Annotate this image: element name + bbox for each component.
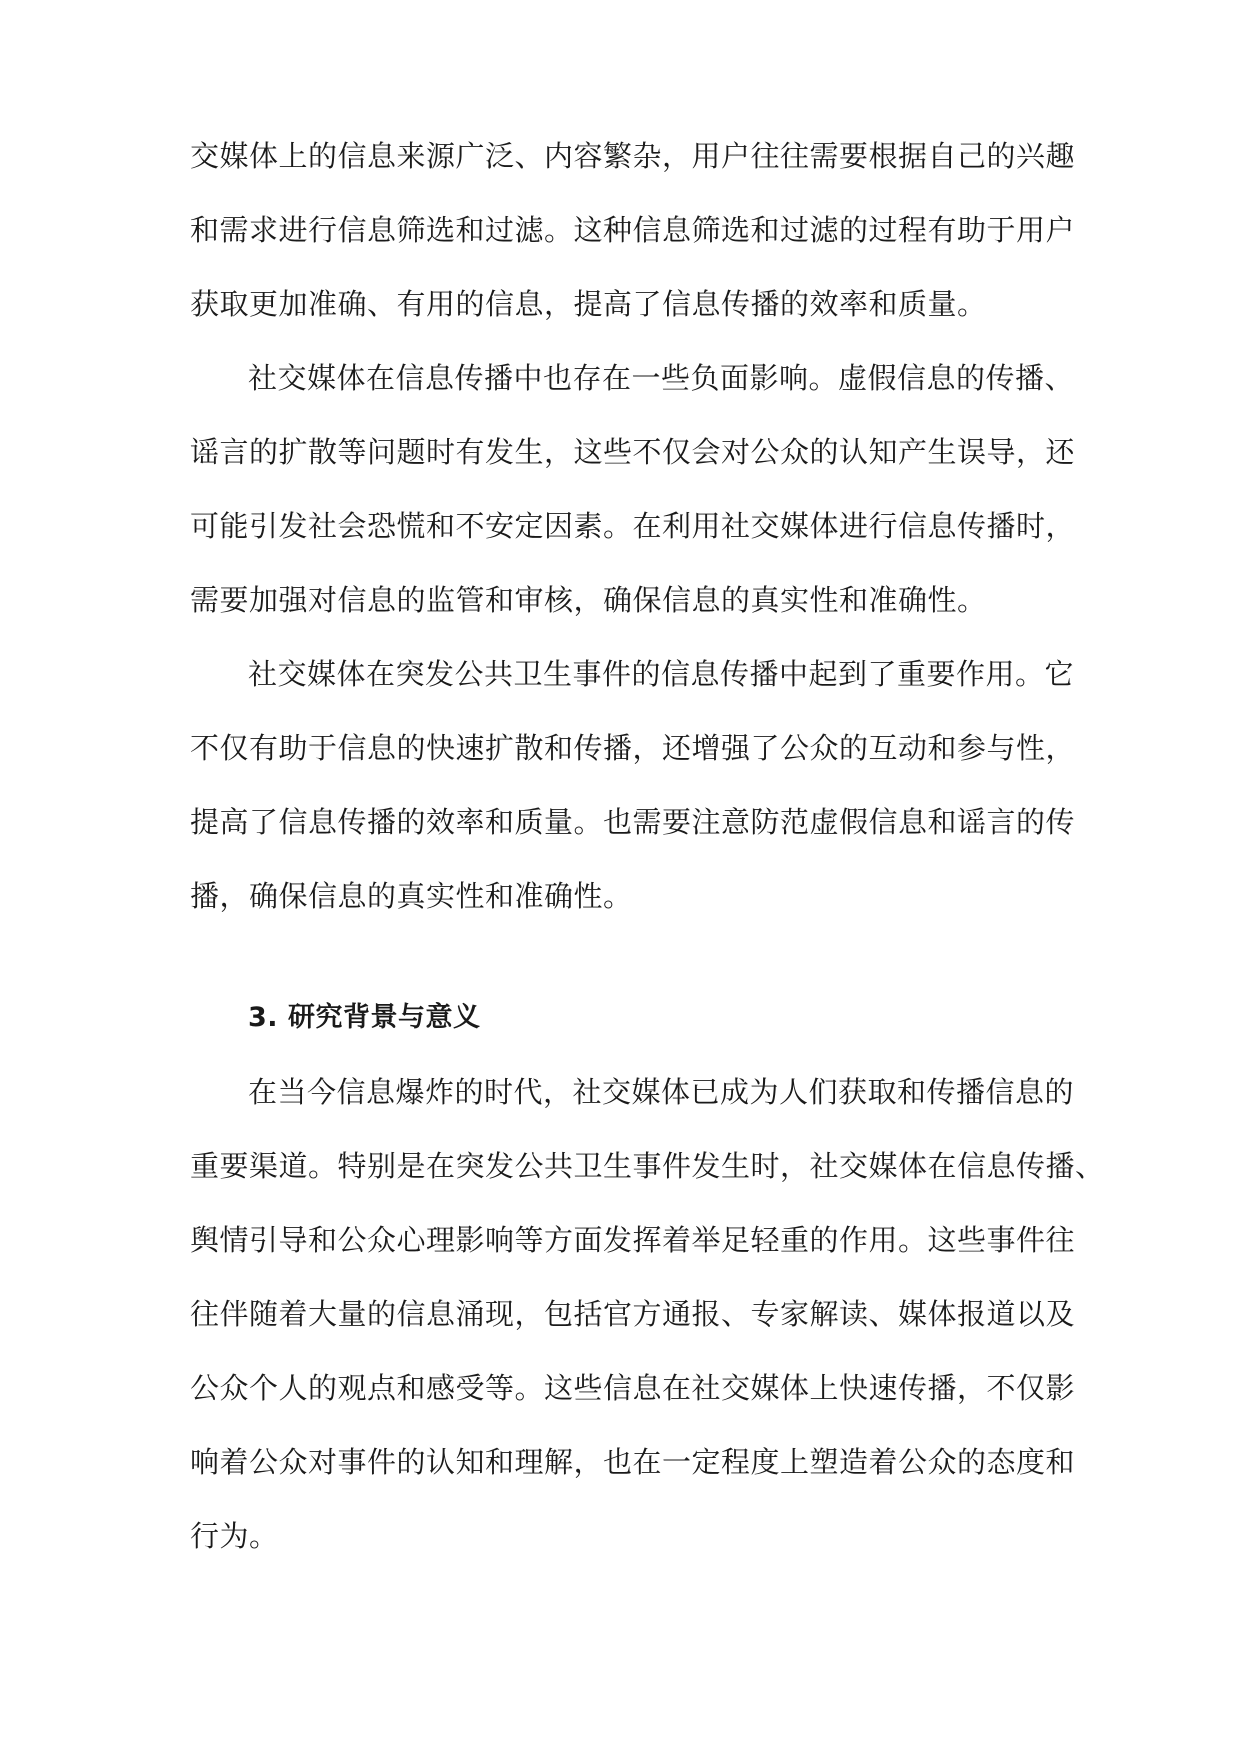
section-paragraph-line-3: 舆情引导和公众心理影响等方面发挥着举足轻重的作用。这些事件往: [190, 1223, 1076, 1257]
section-heading: 3. 研究背景与意义: [248, 1002, 481, 1033]
paragraph-2-line-3: 可能引发社会恐慌和不安定因素。在利用社交媒体进行信息传播时，: [190, 509, 1076, 543]
paragraph-3-line-3: 提高了信息传播的效率和质量。也需要注意防范虚假信息和谣言的传: [190, 805, 1076, 839]
paragraph-3-line-4: 播，确保信息的真实性和准确性。: [190, 879, 633, 913]
section-paragraph-line-2: 重要渠道。特别是在突发公共卫生事件发生时，社交媒体在信息传播、: [190, 1149, 1105, 1183]
section-paragraph-line-1: 在当今信息爆炸的时代，社交媒体已成为人们获取和传播信息的: [248, 1075, 1075, 1109]
paragraph-1-line-2: 和需求进行信息筛选和过滤。这种信息筛选和过滤的过程有助于用户: [190, 213, 1076, 247]
section-paragraph-line-6: 响着公众对事件的认知和理解，也在一定程度上塑造着公众的态度和: [190, 1445, 1076, 1479]
section-paragraph-line-5: 公众个人的观点和感受等。这些信息在社交媒体上快速传播，不仅影: [190, 1371, 1076, 1405]
paragraph-2-line-2: 谣言的扩散等问题时有发生，这些不仅会对公众的认知产生误导，还: [190, 435, 1076, 469]
paragraph-2-line-1: 社交媒体在信息传播中也存在一些负面影响。虚假信息的传播、: [248, 361, 1075, 395]
paragraph-1-line-3: 获取更加准确、有用的信息，提高了信息传播的效率和质量。: [190, 287, 987, 321]
paragraph-2-line-4: 需要加强对信息的监管和审核，确保信息的真实性和准确性。: [190, 583, 987, 617]
paragraph-3-line-1: 社交媒体在突发公共卫生事件的信息传播中起到了重要作用。它: [248, 657, 1075, 691]
paragraph-3-line-2: 不仅有助于信息的快速扩散和传播，还增强了公众的互动和参与性，: [190, 731, 1076, 765]
section-paragraph-line-7: 行为。: [190, 1519, 279, 1553]
paragraph-1-line-1: 交媒体上的信息来源广泛、内容繁杂，用户往往需要根据自己的兴趣: [190, 139, 1076, 173]
section-paragraph-line-4: 往伴随着大量的信息涌现，包括官方通报、专家解读、媒体报道以及: [190, 1297, 1076, 1331]
